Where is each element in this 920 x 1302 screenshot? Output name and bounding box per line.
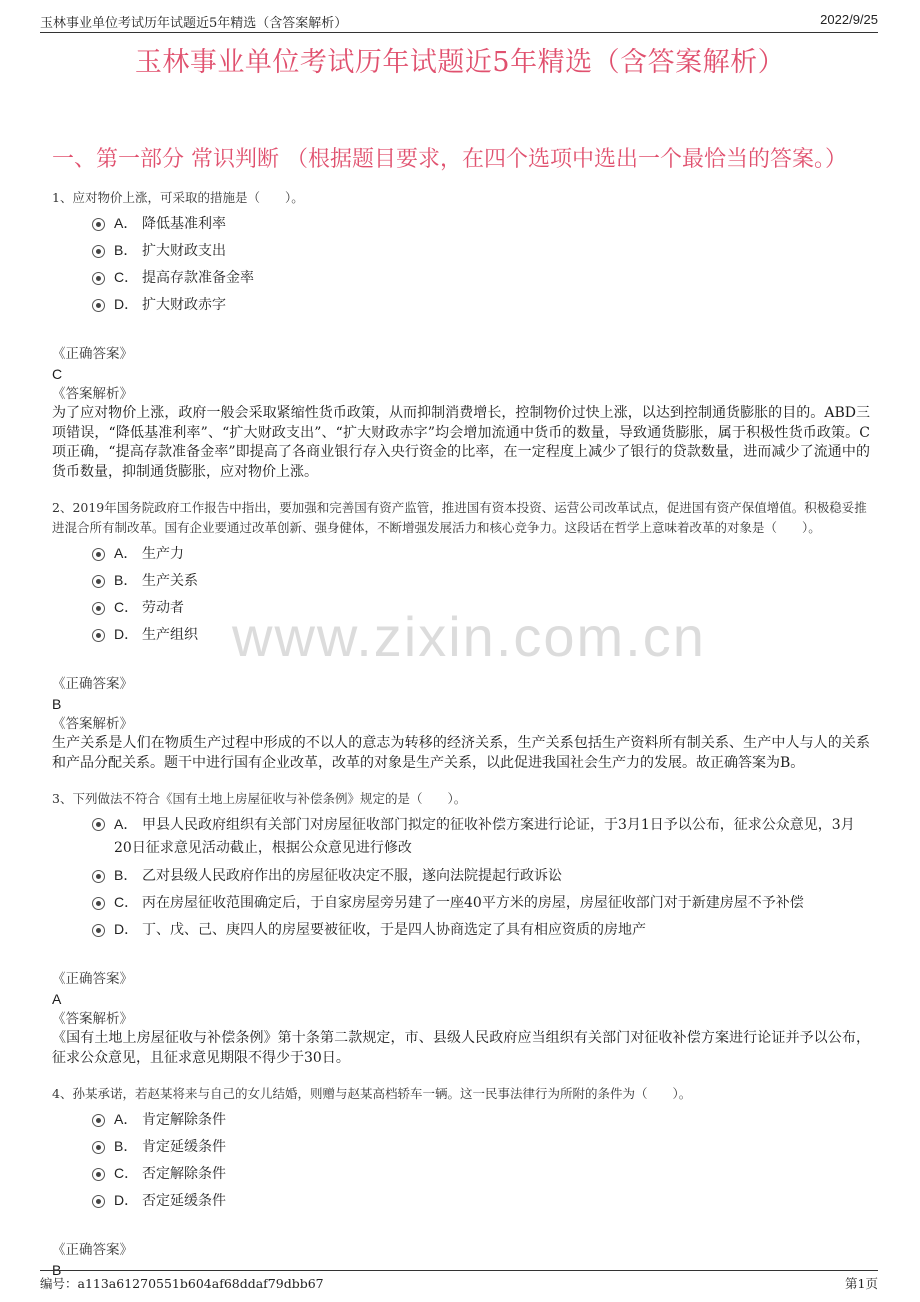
option-letter: A．: [114, 545, 138, 561]
answer-block: [52, 969, 870, 1068]
correct-answer-label: 《正确答案》: [52, 1242, 133, 1258]
radio-icon[interactable]: [92, 1114, 105, 1127]
option-c[interactable]: [92, 264, 870, 291]
option-text: 生产关系: [142, 573, 198, 589]
option-d[interactable]: [92, 916, 870, 943]
option-letter: C．: [114, 1165, 139, 1181]
option-letter: D．: [114, 296, 139, 312]
option-text: 乙对县级人民政府作出的房屋征收决定不服，遂向法院提起行政诉讼: [142, 868, 562, 884]
radio-icon[interactable]: [92, 575, 105, 588]
question-stem: 1、应对物价上涨，可采取的措施是（ ）。: [52, 190, 304, 205]
option-letter: B．: [114, 1138, 138, 1154]
option-letter: C．: [114, 894, 139, 910]
option-letter: C．: [114, 599, 139, 615]
option-a[interactable]: [92, 1106, 870, 1133]
page-number: 第1页: [845, 1276, 878, 1291]
option-text: 降低基准利率: [142, 216, 226, 232]
question-3: [52, 789, 870, 1068]
watermark: www.zixin.com.cn: [232, 605, 706, 668]
radio-icon[interactable]: [92, 818, 105, 831]
radio-icon[interactable]: [92, 602, 105, 615]
radio-icon[interactable]: [92, 299, 105, 312]
option-text: 生产力: [142, 546, 184, 562]
radio-icon[interactable]: [92, 629, 105, 642]
question-4: [52, 1084, 870, 1280]
radio-icon[interactable]: [92, 1141, 105, 1154]
question-stem: 3、下列做法不符合《国有土地上房屋征收与补偿条例》规定的是（ ）。: [52, 791, 467, 806]
question-stem: 4、孙某承诺，若赵某将来与自己的女儿结婚，则赠与赵某高档轿车一辆。这一民事法律行为所附的条件为（ ）。: [52, 1086, 692, 1101]
correct-answer-label: 《正确答案》: [52, 676, 133, 692]
radio-icon[interactable]: [92, 924, 105, 937]
option-text: 肯定延缓条件: [142, 1139, 226, 1155]
option-b[interactable]: [92, 567, 870, 594]
page-footer: [40, 1270, 878, 1293]
option-text: 扩大财政赤字: [142, 297, 226, 313]
radio-icon[interactable]: [92, 272, 105, 285]
explanation-text: 生产关系是人们在物质生产过程中形成的不以人的意志为转移的经济关系，生产关系包括生产资料所有制关系、生产中人与人的关系和产品分配关系。题干中进行国有企业改革，改革的对象是生产关系，以此促进我国社会生产力的发展。故正确答案为B。: [52, 735, 870, 771]
header-date: 2022/9/25: [820, 12, 878, 27]
correct-answer: A: [52, 991, 62, 1007]
explanation-text: 《国有土地上房屋征收与补偿条例》第十条第二款规定，市、县级人民政府应当组织有关部门对征收补偿方案进行论证并予以公布，征求公众意见，且征求意见期限不得少于30日。: [52, 1030, 870, 1066]
document-code: 编号：a113a61270551b604af68ddaf79dbb67: [40, 1276, 324, 1291]
option-letter: A．: [114, 816, 138, 832]
option-letter: C．: [114, 269, 139, 285]
question-1: [52, 188, 870, 482]
option-letter: A．: [114, 1111, 138, 1127]
option-letter: A．: [114, 215, 138, 231]
radio-icon[interactable]: [92, 548, 105, 561]
option-letter: D．: [114, 921, 139, 937]
option-text: 甲县人民政府组织有关部门对房屋征收部门拟定的征收补偿方案进行论证，于3月1日予以公布，征求公众意见，3月20日征求意见活动截止，根据公众意见进行修改: [114, 817, 855, 856]
correct-answer: C: [52, 366, 63, 382]
option-letter: B．: [114, 242, 138, 258]
option-letter: D．: [114, 1192, 139, 1208]
option-b[interactable]: [92, 1133, 870, 1160]
explanation-label: 《答案解析》: [52, 386, 133, 402]
option-list: [92, 210, 870, 318]
option-letter: B．: [114, 572, 138, 588]
option-text: 提高存款准备金率: [142, 270, 254, 286]
option-d[interactable]: [92, 621, 870, 648]
option-text: 生产组织: [142, 627, 198, 643]
correct-answer-label: 《正确答案》: [52, 971, 133, 987]
explanation-label: 《答案解析》: [52, 1011, 133, 1027]
radio-icon[interactable]: [92, 245, 105, 258]
option-a[interactable]: [92, 811, 870, 862]
explanation-label: 《答案解析》: [52, 716, 133, 732]
option-a[interactable]: [92, 540, 870, 567]
radio-icon[interactable]: [92, 1195, 105, 1208]
option-text: 否定延缓条件: [142, 1193, 226, 1209]
radio-icon[interactable]: [92, 870, 105, 883]
option-c[interactable]: [92, 1160, 870, 1187]
section-heading: 一、第一部分 常识判断 （根据题目要求，在四个选项中选出一个最恰当的答案。）: [52, 147, 847, 172]
option-b[interactable]: [92, 237, 870, 264]
radio-icon[interactable]: [92, 218, 105, 231]
option-text: 扩大财政支出: [142, 243, 226, 259]
correct-answer: B: [52, 1262, 62, 1278]
option-letter: D．: [114, 626, 139, 642]
option-list: [92, 811, 870, 943]
option-text: 否定解除条件: [142, 1166, 226, 1182]
question-list: [52, 188, 870, 1296]
option-b[interactable]: [92, 862, 870, 889]
option-text: 丙在房屋征收范围确定后，于自家房屋旁另建了一座40平方米的房屋，房屋征收部门对于新建房屋不予补偿: [142, 895, 804, 911]
option-list: [92, 540, 870, 648]
answer-block: [52, 344, 870, 482]
option-letter: B．: [114, 867, 138, 883]
option-text: 劳动者: [142, 600, 184, 616]
header-doc-title: 玉林事业单位考试历年试题近5年精选（含答案解析）: [40, 16, 348, 31]
option-text: 丁、戊、己、庚四人的房屋要被征收，于是四人协商选定了具有相应资质的房地产: [142, 922, 646, 938]
option-d[interactable]: [92, 291, 870, 318]
radio-icon[interactable]: [92, 897, 105, 910]
document-title: 玉林事业单位考试历年试题近5年精选（含答案解析）: [134, 47, 786, 78]
answer-block: [52, 674, 870, 773]
question-stem: 2、2019年国务院政府工作报告中指出，要加强和完善国有资产监管，推进国有资本投资、运营公司改革试点，促进国有资产保值增值。积极稳妥推进混合所有制改革。国有企业要通过改革创新、强身健体，不断增强发展活力和核心竞争力。这段话在哲学上意味着改革的对象是（ ）。: [52, 500, 867, 535]
radio-icon[interactable]: [92, 1168, 105, 1181]
page-header: [40, 10, 878, 33]
correct-answer-label: 《正确答案》: [52, 346, 133, 362]
question-2: [52, 498, 870, 773]
option-c[interactable]: [92, 889, 870, 916]
option-a[interactable]: [92, 210, 870, 237]
option-list: [92, 1106, 870, 1214]
explanation-text: 为了应对物价上涨，政府一般会采取紧缩性货币政策，从而抑制消费增长，控制物价过快上涨，以达到控制通货膨胀的目的。ABD三项错误，“降低基准利率”、“扩大财政支出”、“扩大财政赤字”均会增加流通中货币的数量，导致通货膨胀，属于积极性货币政策。C项正确，“提高存款准备金率”即提高了各商业银行存入央行资金的比率，在一定程度上减少了银行的贷款数量，进而减少了流通中的货币数量，抑制通货膨胀，应对物价上涨。: [52, 405, 870, 480]
option-d[interactable]: [92, 1187, 870, 1214]
option-text: 肯定解除条件: [142, 1112, 226, 1128]
option-c[interactable]: [92, 594, 870, 621]
correct-answer: B: [52, 696, 62, 712]
